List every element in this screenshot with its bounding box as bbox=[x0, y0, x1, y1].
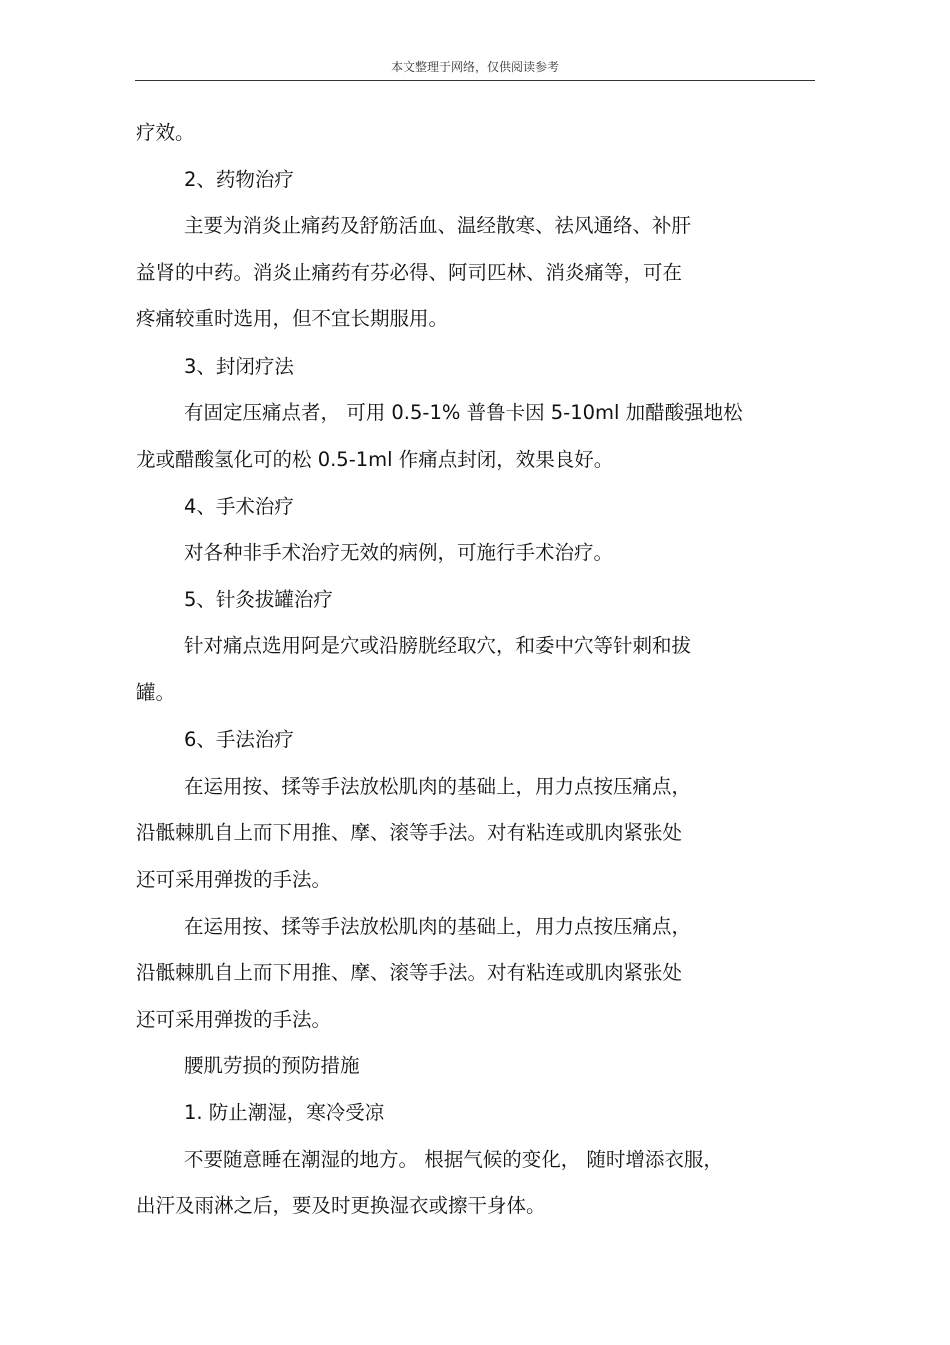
text-line: 在运用按、揉等手法放松肌肉的基础上，用力点按压痛点， bbox=[184, 915, 692, 938]
section-heading: 4、手术治疗 bbox=[184, 495, 294, 518]
text-line: 沿骶棘肌自上而下用推、摩、滚等手法。对有粘连或肌肉紧张处 bbox=[136, 821, 683, 844]
header-rule bbox=[135, 80, 815, 81]
text-line: 不要随意睡在潮湿的地方。 根据气候的变化， 随时增添衣服， bbox=[184, 1148, 723, 1171]
text-line: 在运用按、揉等手法放松肌肉的基础上，用力点按压痛点， bbox=[184, 775, 692, 798]
text-line: 疗效。 bbox=[136, 121, 195, 144]
text-line: 罐。 bbox=[136, 681, 176, 704]
text-line: 龙或醋酸氢化可的松 0.5-1ml 作痛点封闭，效果良好。 bbox=[136, 448, 614, 471]
text-line: 对各种非手术治疗无效的病例，可施行手术治疗。 bbox=[184, 541, 614, 564]
section-heading: 2、药物治疗 bbox=[184, 168, 294, 191]
text-line: 出汗及雨淋之后，要及时更换湿衣或擦干身体。 bbox=[136, 1194, 546, 1217]
page-header: 本文整理于网络，仅供阅读参考 bbox=[390, 60, 559, 74]
text-line: 疼痛较重时选用，但不宜长期服用。 bbox=[136, 307, 449, 330]
text-line: 益肾的中药。消炎止痛药有芬必得、阿司匹林、消炎痛等，可在 bbox=[136, 261, 683, 284]
section-heading: 腰肌劳损的预防措施 bbox=[184, 1054, 360, 1077]
text-line: 还可采用弹拨的手法。 bbox=[136, 1008, 332, 1031]
section-heading: 6、手法治疗 bbox=[184, 728, 294, 751]
text-line: 还可采用弹拨的手法。 bbox=[136, 868, 332, 891]
text-line: 沿骶棘肌自上而下用推、摩、滚等手法。对有粘连或肌肉紧张处 bbox=[136, 961, 683, 984]
text-line: 主要为消炎止痛药及舒筋活血、温经散寒、祛风通络、补肝 bbox=[184, 214, 692, 237]
section-heading: 5、针灸拔罐治疗 bbox=[184, 588, 333, 611]
text-line: 有固定压痛点者， 可用 0.5-1% 普鲁卡因 5-10ml 加醋酸强地松 bbox=[184, 401, 743, 424]
text-line: 针对痛点选用阿是穴或沿膀胱经取穴，和委中穴等针刺和拔 bbox=[184, 634, 692, 657]
section-heading: 1. 防止潮湿，寒冷受凉 bbox=[184, 1101, 385, 1124]
section-heading: 3、封闭疗法 bbox=[184, 355, 294, 378]
